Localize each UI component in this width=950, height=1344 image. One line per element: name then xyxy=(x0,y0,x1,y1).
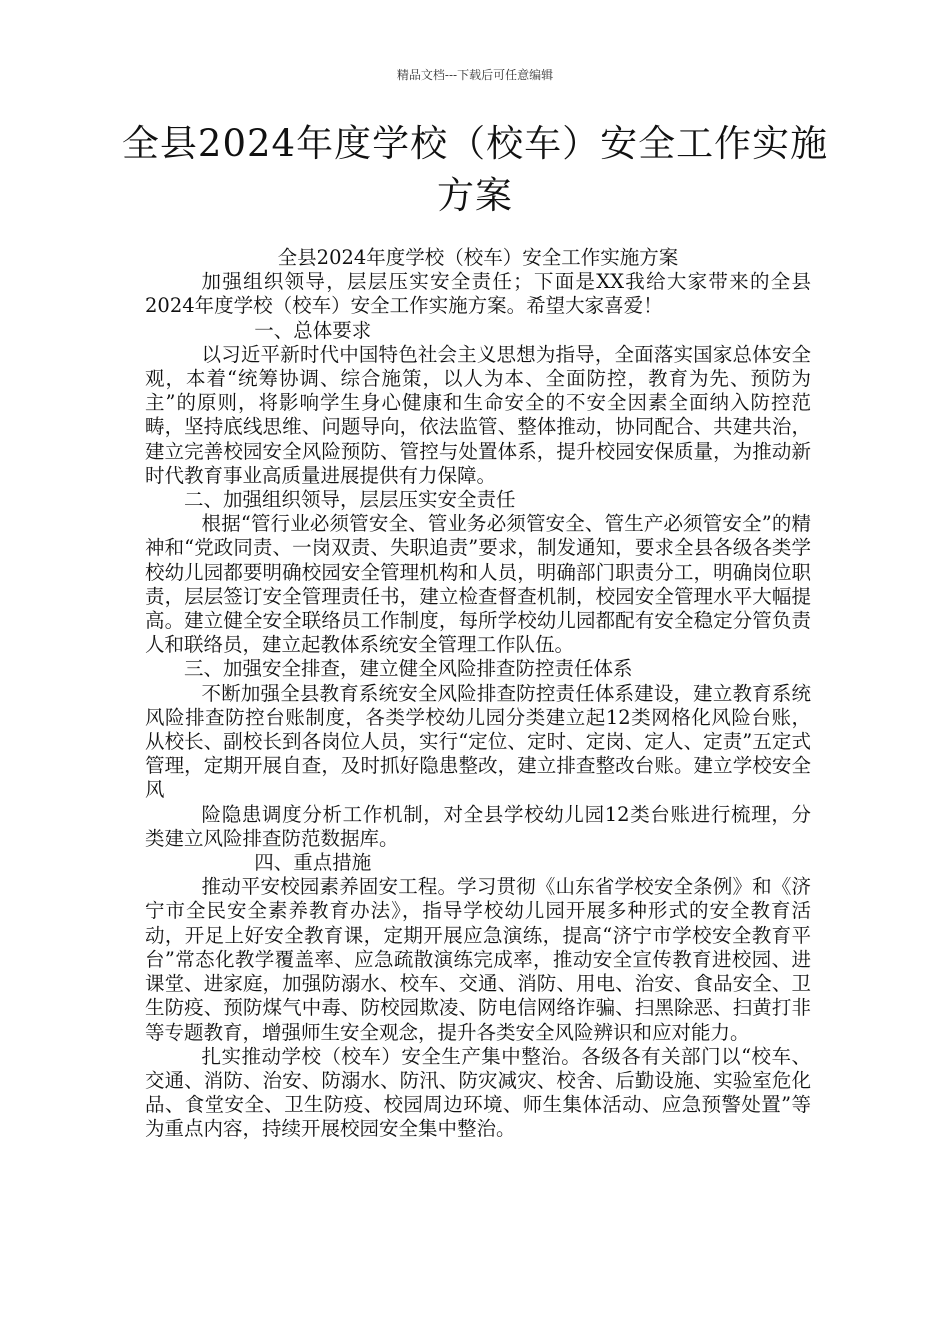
section-3-heading: 三、加强安全排查，建立健全风险排查防控责任体系 xyxy=(184,657,633,681)
section-2-paragraph: 根据“管行业必须管安全、管业务必须管安全、管生产必须管安全”的精神和“党政同责、一岗双责、失职追责”要求，制发通知，要求全县各级各类学校幼儿园都要明确校园安全管理机构和人员，明确部门职责分工，明确岗位职责，层层签订安全管理责任书，建立检查督查机制，校园安全管理水平大幅提高。建立健全安全联络员工作制度，每所学校幼儿园都配有安全稳定分管负责人和联络员，建立起教体系统安全管理工作队伍。 xyxy=(145,512,811,657)
section-1-paragraph: 以习近平新时代中国特色社会主义思想为指导，全面落实国家总体安全观，本着“统筹协调、综合施策，以人为本、全面防控，教育为先、预防为主”的原则，将影响学生身心健康和生命安全的不安全因素全面纳入防控范畴，坚持底线思维、问题导向，依法监管、整体推动，协同配合、共建共治，建立完善校园安全风险预防、管控与处置体系，提升校园安保质量，为推动新时代教育事业高质量进展提供有力保障。 xyxy=(145,342,811,487)
section-1-heading: 一、总体要求 xyxy=(254,318,372,342)
page-header-note: 精品文档---下载后可任意编辑 xyxy=(396,68,554,82)
section-4-heading: 四、重点措施 xyxy=(254,851,372,875)
section-3-paragraph: 不断加强全县教育系统安全风险排查防控责任体系建设，建立教育系统风险排查防控台账制度，各类学校幼儿园分类建立起12类网格化风险台账，从校长、副校长到各岗位人员，实行“定位、定时、定岗、定人、定责”五定式管理，定期开展自查，及时抓好隐患整改，建立排查整改台账。建立学校安全风 xyxy=(145,681,811,802)
section-4-paragraph: 推动平安校园素养固安工程。学习贯彻《山东省学校安全条例》和《济宁市全民安全素养教育办法》，指导学校幼儿园开展多种形式的安全教育活动，开足上好安全教育课，定期开展应急演练，提高“济宁市学校安全教育平台”常态化教学覆盖率、应急疏散演练完成率，推动安全宣传教育进校园、进课堂、进家庭，加强防溺水、校车、交通、消防、用电、治安、食品安全、卫生防疫、预防煤气中毒、防校园欺凌、防电信网络诈骗、扫黑除恶、扫黄打非等专题教育，增强师生安全观念，提升各类安全风险辨识和应对能力。 xyxy=(145,875,811,1044)
document-body xyxy=(145,246,811,1142)
document-title: 全县2024年度学校（校车）安全工作实施方案 xyxy=(121,122,829,217)
section-4-paragraph-2: 扎实推动学校（校车）安全生产集中整治。各级各有关部门以“校车、交通、消防、治安、防溺水、防汛、防灾减灾、校舍、后勤设施、实验室危化品、食堂安全、卫生防疫、校园周边环境、师生集体活动、应急预警处置”等为重点内容，持续开展校园安全集中整治。 xyxy=(145,1044,811,1141)
document-subtitle: 全县2024年度学校（校车）安全工作实施方案 xyxy=(277,246,679,269)
section-3-paragraph-continued: 险隐患调度分析工作机制，对全县学校幼儿园12类台账进行梳理，分类建立风险排查防范数据库。 xyxy=(145,802,811,850)
intro-paragraph: 加强组织领导，层层压实安全责任；下面是XX我给大家带来的全县2024年度学校（校车）安全工作实施方案。希望大家喜爱！ xyxy=(145,270,811,318)
section-2-heading: 二、加强组织领导，层层压实安全责任 xyxy=(184,488,516,512)
